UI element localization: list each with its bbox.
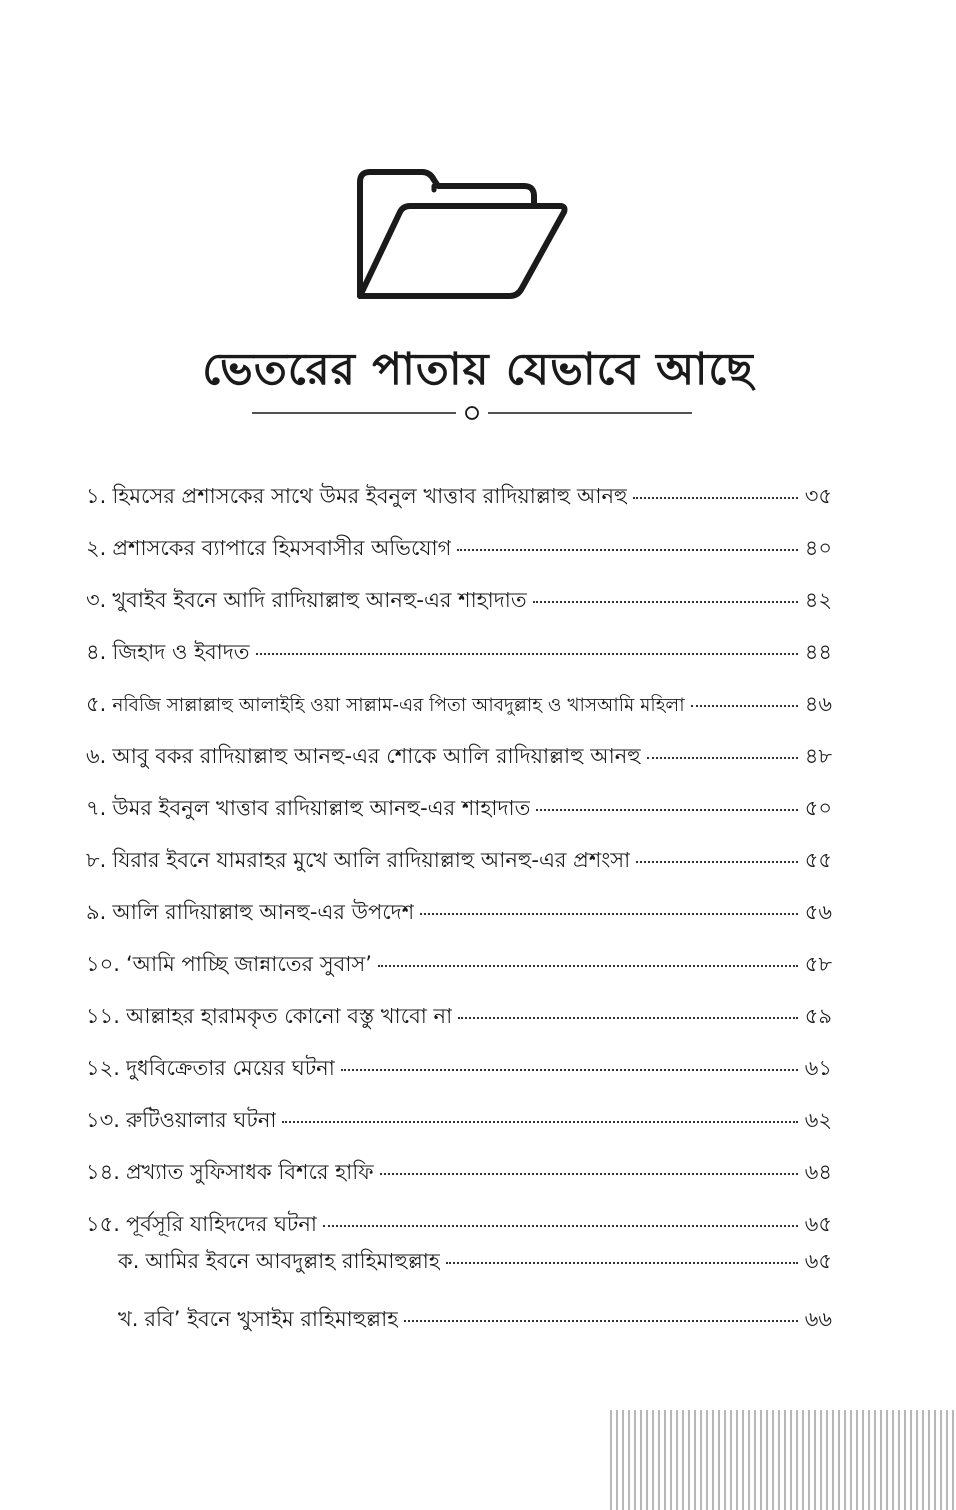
- toc-entry-page: ৪২: [804, 588, 832, 612]
- toc-entry-title: আলি রাদিয়াল্লাহু আনহু-এর উপদেশ: [112, 900, 415, 924]
- toc-subentry-page: ৬৫: [804, 1249, 832, 1273]
- toc-entry[interactable]: [86, 948, 832, 1000]
- dot-leader: [636, 861, 798, 863]
- toc-entry-number: ৯.: [86, 900, 107, 924]
- toc-subentry-title: রবি’ ইবনে খুসাইম রাহিমাহুল্লাহ: [144, 1307, 399, 1331]
- toc-entry[interactable]: [86, 896, 832, 948]
- title-divider: [252, 402, 692, 424]
- toc-entry-number: ১০.: [86, 952, 120, 976]
- toc-entry-page: ৫০: [804, 796, 832, 820]
- toc-entry[interactable]: [86, 1208, 832, 1245]
- toc-entry-title: খুবাইব ইবনে আদি রাদিয়াল্লাহু আনহু-এর শাহাদাত: [112, 588, 527, 612]
- table-of-contents: [86, 480, 832, 1361]
- toc-subentry-page: ৬৬: [804, 1307, 832, 1331]
- toc-subentry[interactable]: [86, 1245, 832, 1303]
- toc-entry-title: প্রখ্যাত সুফিসাধক বিশরে হাফি: [125, 1160, 374, 1184]
- dot-leader: [282, 1121, 798, 1123]
- toc-entry-number: ১২.: [86, 1056, 120, 1080]
- toc-entry-number: ১৩.: [86, 1108, 120, 1132]
- toc-entry-number: ১৫.: [86, 1212, 120, 1236]
- toc-entry-number: ৮.: [86, 848, 107, 872]
- toc-entry[interactable]: [86, 636, 832, 688]
- toc-entry-page: ৬৫: [804, 1212, 832, 1236]
- toc-entry-title: জিহাদ ও ইবাদত: [112, 640, 250, 664]
- toc-entry-title: পূর্বসূরি যাহিদদের ঘটনা: [125, 1212, 317, 1236]
- toc-entry-title: হিমসের প্রশাসকের সাথে উমর ইবনুল খাত্তাব রাদিয়াল্লাহু আনহু: [112, 484, 628, 508]
- dot-leader: [323, 1225, 798, 1227]
- dot-leader: [633, 497, 798, 499]
- toc-entry[interactable]: [86, 844, 832, 896]
- toc-entry-title: আবু বকর রাদিয়াল্লাহু আনহু-এর শোকে আলি রাদিয়াল্লাহু আনহু: [112, 744, 641, 768]
- toc-entry[interactable]: [86, 740, 832, 792]
- toc-entry-page: ৪৪: [804, 640, 832, 664]
- dot-leader: [341, 1069, 798, 1071]
- toc-entry-page: ৫৬: [804, 900, 832, 924]
- dot-leader: [404, 1320, 798, 1322]
- toc-entry[interactable]: [86, 1052, 832, 1104]
- toc-entry[interactable]: [86, 688, 832, 740]
- toc-entry[interactable]: [86, 584, 832, 636]
- toc-entry[interactable]: [86, 1000, 832, 1052]
- toc-subentry[interactable]: [86, 1303, 832, 1361]
- dot-leader: [647, 757, 798, 759]
- toc-entry-number: ১১.: [86, 1004, 120, 1028]
- toc-entry[interactable]: [86, 1104, 832, 1156]
- toc-entry[interactable]: [86, 532, 832, 584]
- page-title: ভেতরের পাতায় যেভাবে আছে: [202, 344, 754, 395]
- toc-entry-page: ৬৪: [804, 1160, 832, 1184]
- toc-entry-title: আল্লাহর হারামকৃত কোনো বস্তু খাবো না: [125, 1004, 453, 1028]
- dot-leader: [380, 1173, 798, 1175]
- toc-entry-title: রুটিওয়ালার ঘটনা: [125, 1108, 277, 1132]
- toc-entry-title: নবিজি সাল্লাল্লাহু আলাইহি ওয়া সাল্লাম-এর পিতা আবদুল্লাহ ও খাসআমি মহিলা: [112, 695, 685, 716]
- dot-leader: [446, 1262, 798, 1264]
- toc-entry[interactable]: [86, 792, 832, 844]
- toc-entry-number: ৪.: [86, 640, 107, 664]
- toc-entry[interactable]: [86, 1156, 832, 1208]
- toc-subentry-title: আমির ইবনে আবদুল্লাহ রাহিমাহুল্লাহ: [145, 1249, 440, 1273]
- toc-subentry-number: খ.: [118, 1307, 139, 1331]
- toc-entry-number: ৬.: [86, 744, 107, 768]
- dot-leader: [536, 809, 798, 811]
- toc-entry-title: প্রশাসকের ব্যাপারে হিমসবাসীর অভিযোগ: [112, 536, 452, 560]
- dot-leader: [256, 653, 798, 655]
- toc-entry-number: ১.: [86, 484, 107, 508]
- toc-entry-page: ৪৮: [804, 744, 832, 768]
- toc-entry-page: ৩৫: [804, 484, 832, 508]
- open-folder-icon: [352, 160, 570, 300]
- toc-entry-number: ৭.: [86, 796, 107, 820]
- toc-entry-title: ‘আমি পাচ্ছি জান্নাতের সুবাস’: [125, 952, 372, 976]
- toc-entry-page: ৪০: [804, 536, 832, 560]
- toc-entry-title: দুধবিক্রেতার মেয়ের ঘটনা: [125, 1056, 335, 1080]
- toc-entry-page: ৫৫: [804, 848, 832, 872]
- dot-leader: [533, 601, 798, 603]
- dot-leader: [691, 705, 798, 707]
- toc-entry-number: ৩.: [86, 588, 107, 612]
- dot-leader: [378, 965, 798, 967]
- toc-entry-page: ৫৮: [804, 952, 832, 976]
- toc-entry-number: ২.: [86, 536, 107, 560]
- toc-entry-number: ৫.: [86, 692, 107, 716]
- dot-leader: [458, 1017, 798, 1019]
- dot-leader: [420, 913, 798, 915]
- toc-entry-page: ৫৯: [804, 1004, 832, 1028]
- dot-leader: [457, 549, 798, 551]
- toc-entry-page: ৪৬: [804, 692, 832, 716]
- toc-entry-title: যিরার ইবনে যামরাহর মুখে আলি রাদিয়াল্লাহু আনহু-এর প্রশংসা: [112, 848, 631, 872]
- toc-entry-number: ১৪.: [86, 1160, 120, 1184]
- toc-subentry-number: ক.: [118, 1249, 140, 1273]
- toc-entry[interactable]: [86, 480, 832, 532]
- decorative-stripe-pattern: [610, 1410, 956, 1510]
- toc-entry-page: ৬২: [804, 1108, 832, 1132]
- toc-entry-title: উমর ইবনুল খাত্তাব রাদিয়াল্লাহু আনহু-এর শাহাদাত: [112, 796, 531, 820]
- toc-entry-page: ৬১: [804, 1056, 832, 1080]
